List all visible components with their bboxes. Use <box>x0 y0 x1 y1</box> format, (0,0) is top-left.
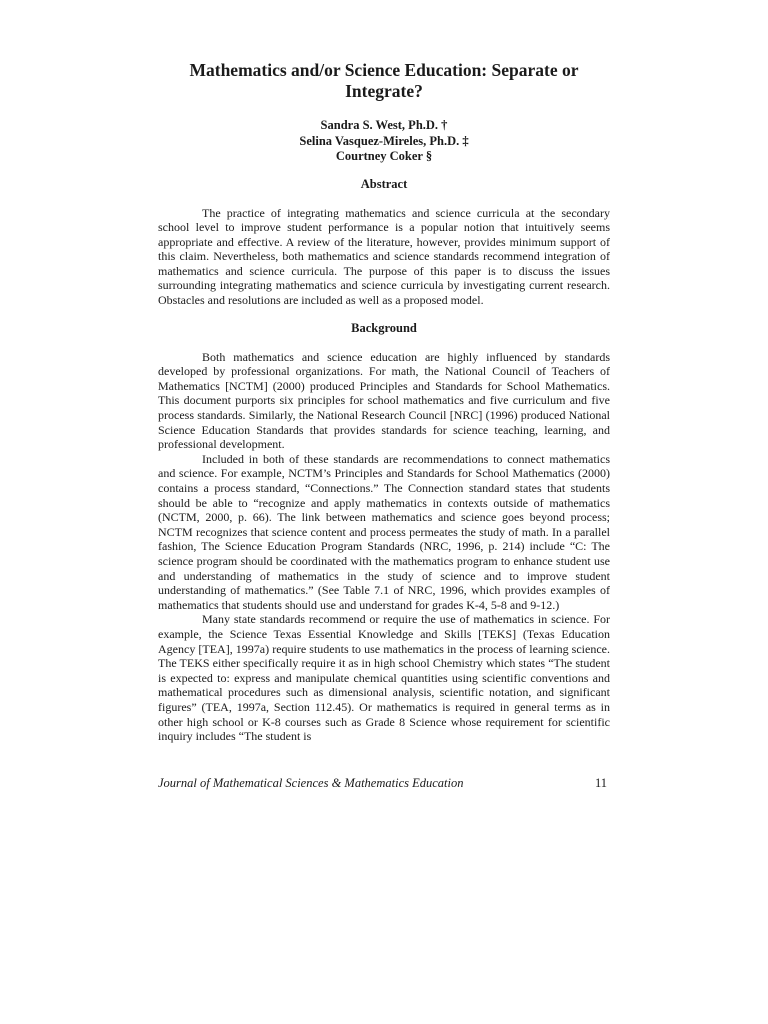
journal-name: Journal of Mathematical Sciences & Mathematics Education <box>158 776 464 790</box>
abstract-text: The practice of integrating mathematics and science curricula at the secondary school level to improve student performance is a popular notion that intuitively seems appropriate and effective. A review of the literature, however, provides minimum support of this claim. Nevertheless, both mathematics and science standards recommend integration of mathematics and science curricula. The purpose of this paper is to discuss the issues surrounding integrating mathematics and science curricula by investigating current research. Obstacles and resolutions are included as well as a proposed model. <box>158 205 610 308</box>
body-paragraph: Many state standards recommend or require the use of mathematics in science. For example, the Science Texas Essential Knowledge and Skills [TEKS] (Texas Education Agency [TEA], 1997a) require students to use mathematics in the process of learning science. The TEKS either specifically require it as in high school Chemistry which states “The student is expected to: express and manipulate chemical quantities using scientific conventions and mathematical procedures such as dimensional analysis, scientific notation, and significant figures” (TEA, 1997a, Section 112.45). Or mathematics is required in general terms as in other high school or K-8 courses such as Grade 8 Science whose requirement for scientific inquiry includes “The student is <box>158 612 610 744</box>
background-body <box>158 350 610 744</box>
body-paragraph: Both mathematics and science education are highly influenced by standards developed by professional organizations. For math, the National Council of Teachers of Mathematics [NCTM] (2000) produced Principles and Standards for School Mathematics. This document purports six principles for school mathematics and five curriculum and five process standards. Similarly, the National Research Council [NRC] (1996) produced National Science Education Standards that provides standards for science teaching, learning, and professional development. <box>158 349 610 452</box>
background-heading: Background <box>351 320 417 335</box>
paper-title: Mathematics and/or Science Education: Separate or Integrate? <box>189 60 579 101</box>
author-list <box>158 118 610 165</box>
author-name: Selina Vasquez-Mireles, Ph.D. ‡ <box>299 133 469 148</box>
body-paragraph: Included in both of these standards are recommendations to connect mathematics and science. For example, NCTM’s Principles and Standards for School Mathematics (2000) contains a process standard, “Connections.” The Connection standard states that students should be able to “recognize and apply mathematics in contexts outside of mathematics (NCTM, 2000, p. 66). The link between mathematics and science goes beyond process; NCTM recognizes that science content and process permeates the study of math. In a parallel fashion, The Science Education Program Standards (NRC, 1996, p. 214) include “C: The science program should be coordinated with the mathematics program to enhance student use and understanding of mathematics in the study of science and to improve student understanding of mathematics.” (See Table 7.1 of NRC, 1996, which provides examples of mathematics that students should use and understand for grades K-4, 5-8 and 9-12.) <box>158 451 610 612</box>
page-content <box>158 60 610 744</box>
author-name: Courtney Coker § <box>335 149 433 163</box>
abstract-heading: Abstract <box>360 176 408 191</box>
page-number: 11 <box>594 776 607 790</box>
page-footer <box>158 776 610 791</box>
author-name: Sandra S. West, Ph.D. † <box>320 118 448 132</box>
